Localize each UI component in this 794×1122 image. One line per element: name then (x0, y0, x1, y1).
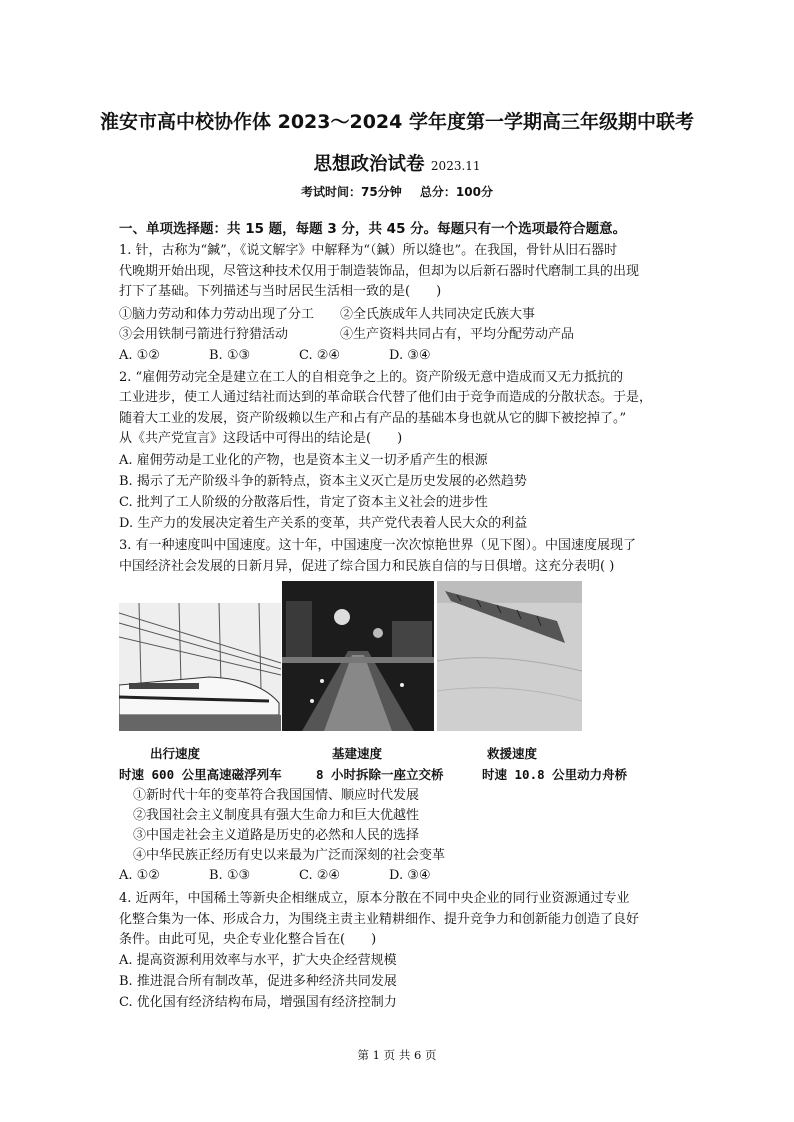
q4-option-b[interactable]: B. 推进混合所有制改革，促进多种经济共同发展 (119, 974, 397, 989)
q2-line-2: 工业进步，使工人通过结社而达到的革命联合代替了他们由于竞争而造成的分散状态。于是， (119, 390, 653, 405)
bridge-demolition-photo (282, 581, 434, 731)
q1-option-a[interactable]: A. ①② (119, 348, 160, 363)
q2-option-b[interactable]: B. 揭示了无产阶级斗争的新特点，资本主义灭亡是历史发展的必然趋势 (119, 474, 527, 489)
q3-item-4: ④中华民族正经历有史以来最为广泛而深刻的社会变革 (133, 848, 446, 863)
q2-option-d[interactable]: D. 生产力的发展决定着生产关系的变革，共产党代表着人民大众的利益 (119, 516, 528, 531)
maglev-train-photo (119, 603, 281, 731)
q1-line-3: 打下了基础。下列描述与当时居民生活相一致的是( ) (119, 284, 442, 299)
exam-meta (0, 183, 794, 200)
caption-2-title: 基建速度 (332, 746, 383, 761)
q4-line-3: 条件。由此可见，央企专业化整合旨在( ) (119, 932, 377, 947)
caption-3-title: 救援速度 (487, 746, 538, 761)
caption-3-desc: 时速 10.8 公里动力舟桥 (482, 767, 628, 782)
q3-line-2: 中国经济社会发展的日新月异，促进了综合国力和民族自信的与日俱增。这充分表明( ) (119, 559, 615, 574)
q4-option-a[interactable]: A. 提高资源利用效率与水平，扩大央企经营规模 (119, 953, 397, 968)
q3-item-2: ②我国社会主义制度具有强大生命力和巨大优越性 (133, 808, 420, 823)
q1-option-c[interactable]: C. ②④ (299, 348, 341, 363)
q1-item-2: ③会用铁制弓箭进行狩猎活动 ④生产资料共同占有，平均分配劳动产品 (119, 327, 575, 342)
q2-option-a[interactable]: A. 雇佣劳动是工业化的产物，也是资本主义一切矛盾产生的根源 (119, 453, 488, 468)
subject-title: 思想政治试卷 (313, 154, 425, 175)
q2-option-c[interactable]: C. 批判了工人阶级的分散落后性，肯定了资本主义社会的进步性 (119, 495, 488, 510)
q3-option-c[interactable]: C. ②④ (299, 868, 341, 883)
exam-score: 总分：100分 (419, 185, 493, 199)
q2-line-4: 从《共产党宣言》这段话中可得出的结论是( ) (119, 431, 403, 446)
q3-options (119, 866, 479, 886)
q1-line-1: 1. 针，古称为“鍼”，《说文解字》中解释为“（鍼）所以缝也”。在我国，骨针从旧石器时 (119, 243, 618, 258)
q4-line-1: 4. 近两年，中国稀土等新央企相继成立，原本分散在不同中央企业的同行业资源通过专业 (119, 891, 630, 906)
q1-line-2: 代晚期开始出现，尽管这种技术仅用于制造装饰品，但却为以后新石器时代磨制工具的出现 (119, 264, 640, 279)
q1-option-d[interactable]: D. ③④ (389, 348, 431, 363)
q3-line-1: 3. 有一种速度叫中国速度。这十年，中国速度一次次惊艳世界（见下图）。中国速度展现了 (119, 538, 637, 553)
q4-line-2: 化整合集为一体、形成合力，为围绕主责主业精耕细作、提升竞争力和创新能力创造了良好 (119, 912, 640, 927)
section-heading: 一、单项选择题：共 15 题，每题 3 分，共 45 分。每题只有一个选项最符合题意。 (119, 221, 627, 237)
exam-time: 考试时间：75分钟 (301, 185, 402, 199)
q1-option-b[interactable]: B. ①③ (209, 348, 251, 363)
caption-1-desc: 时速 600 公里高速磁浮列车 (119, 767, 282, 782)
q4-option-c[interactable]: C. 优化国有经济结构布局，增强国有经济控制力 (119, 995, 397, 1010)
page-number: 第 1 页 共 6 页 (357, 1048, 437, 1062)
q3-option-d[interactable]: D. ③④ (389, 868, 431, 883)
exam-date: 2023.11 (430, 159, 481, 173)
q2-line-3: 随着大工业的发展，资产阶级赖以生产和占有产品的基础本身也就从它的脚下被挖掉了。” (119, 411, 627, 426)
q3-option-b[interactable]: B. ①③ (209, 868, 251, 883)
q1-options (119, 346, 479, 366)
caption-1-title: 出行速度 (150, 746, 201, 761)
q3-option-a[interactable]: A. ①② (119, 868, 160, 883)
pontoon-bridge-photo (437, 581, 582, 731)
q1-item-1: ①脑力劳动和体力劳动出现了分工 ②全氏族成年人共同决定氏族大事 (119, 307, 536, 322)
q3-item-1: ①新时代十年的变革符合我国国情、顺应时代发展 (133, 788, 420, 803)
q3-item-3: ③中国走社会主义道路是历史的必然和人民的选择 (133, 828, 420, 843)
exam-subtitle (0, 150, 794, 176)
exam-title: 淮安市高中校协作体 2023～2024 学年度第一学期高三年级期中联考 (100, 111, 694, 133)
caption-2-desc: 8 小时拆除一座立交桥 (316, 767, 444, 782)
q2-line-1: 2. “雇佣劳动完全是建立在工人的自相竞争之上的。资产阶级无意中造成而又无力抵抗的 (119, 370, 624, 385)
